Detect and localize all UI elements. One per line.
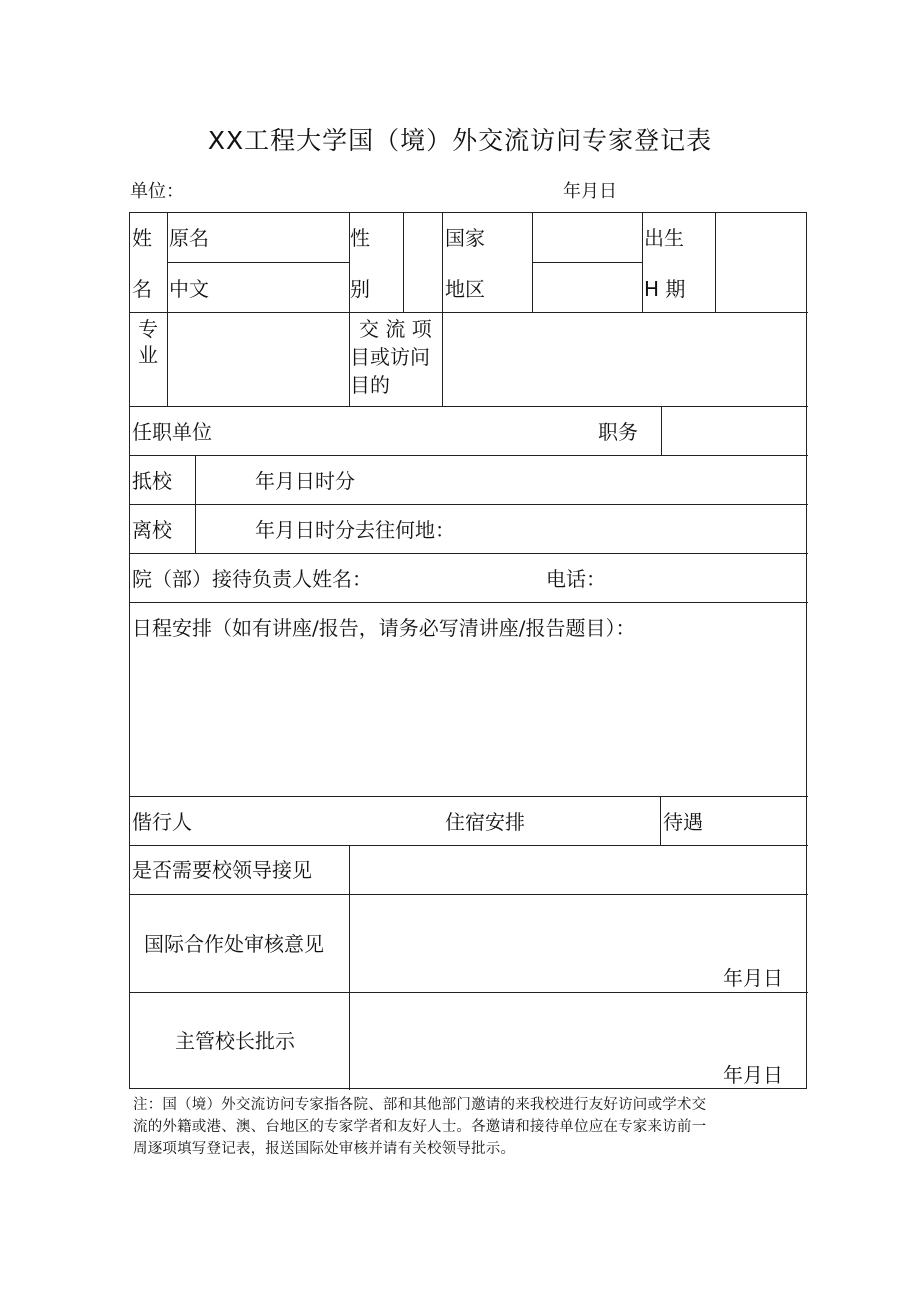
position-label: 职务: [598, 420, 638, 444]
footnote-line: 流的外籍或港、澳、台地区的专家学者和友好人士。各邀请和接待单位应在专家来访前一: [133, 1119, 707, 1135]
region-label: 地区: [445, 277, 485, 301]
vp-approval-date: 年月日: [723, 1063, 783, 1087]
gender-label-bottom: 别: [350, 277, 370, 301]
birth-label-top: 出生: [644, 226, 684, 250]
leave-label: 离校: [132, 518, 172, 542]
col-line: [532, 213, 533, 312]
row-line: [130, 992, 808, 993]
companion-label: 偕行人: [132, 810, 192, 834]
row-line: [130, 455, 808, 456]
footnote-line: 周逐项填写登记表，报送国际处审核并请有关校领导批示。: [133, 1141, 516, 1157]
row-line: [130, 312, 808, 313]
purpose-label-line3: 目的: [350, 373, 390, 397]
row-line: [130, 845, 808, 846]
intl-review-date: 年月日: [723, 966, 783, 990]
major-label-bottom: 业: [138, 343, 158, 367]
vp-approval-label: 主管校长批示: [175, 1029, 295, 1053]
row-line: [130, 504, 808, 505]
birth-label-bottom: H 期: [644, 277, 686, 301]
arrive-label: 抵校: [132, 469, 172, 493]
form-title: XX工程大学国（境）外交流访问专家登记表: [207, 126, 713, 155]
purpose-label-line1: 交 流 项: [359, 317, 432, 341]
col-line: [661, 406, 662, 455]
major-label-top: 专: [138, 317, 158, 341]
header-date: 年月日: [563, 181, 617, 202]
treatment-label: 待遇: [663, 810, 703, 834]
col-line: [660, 796, 661, 845]
col-line: [715, 213, 716, 312]
col-line: [349, 845, 350, 1090]
leave-datetime-destination: 年月日时分去往何地：: [255, 518, 455, 542]
row-line: [532, 262, 642, 263]
row-line: [130, 406, 808, 407]
host-contact-label: 院（部）接待负责人姓名：: [132, 567, 372, 591]
row-line: [167, 262, 349, 263]
accommodation-label: 住宿安排: [445, 810, 525, 834]
name-label-bottom: 名: [132, 277, 152, 301]
row-line: [130, 602, 808, 603]
name-label-top: 姓: [132, 226, 152, 250]
employer-label: 任职单位: [132, 420, 212, 444]
country-label: 国家: [445, 226, 485, 250]
chinese-name-label: 中文: [169, 277, 209, 301]
purpose-label-line2: 目或访问: [350, 345, 430, 369]
row-line: [130, 894, 808, 895]
row-line: [130, 553, 808, 554]
phone-label: 电话：: [546, 567, 606, 591]
col-line: [195, 455, 196, 553]
footnote: [133, 1094, 813, 1160]
footnote-line: 注：国（境）外交流访问专家指各院、部和其他部门邀请的来我校进行友好访问或学术交: [133, 1097, 707, 1113]
intl-review-label: 国际合作处审核意见: [144, 932, 324, 956]
col-line: [442, 213, 443, 406]
col-line: [403, 213, 404, 312]
arrive-datetime: 年月日时分: [255, 469, 355, 493]
original-name-label: 原名: [169, 226, 209, 250]
gender-label-top: 性: [350, 226, 370, 250]
row-line: [130, 796, 808, 797]
registration-table: [129, 212, 807, 1089]
unit-label: 单位：: [130, 181, 184, 202]
schedule-label: 日程安排（如有讲座/报告，请务必写清讲座/报告题目）：: [132, 616, 636, 640]
leader-meeting-label: 是否需要校领导接见: [132, 858, 312, 882]
